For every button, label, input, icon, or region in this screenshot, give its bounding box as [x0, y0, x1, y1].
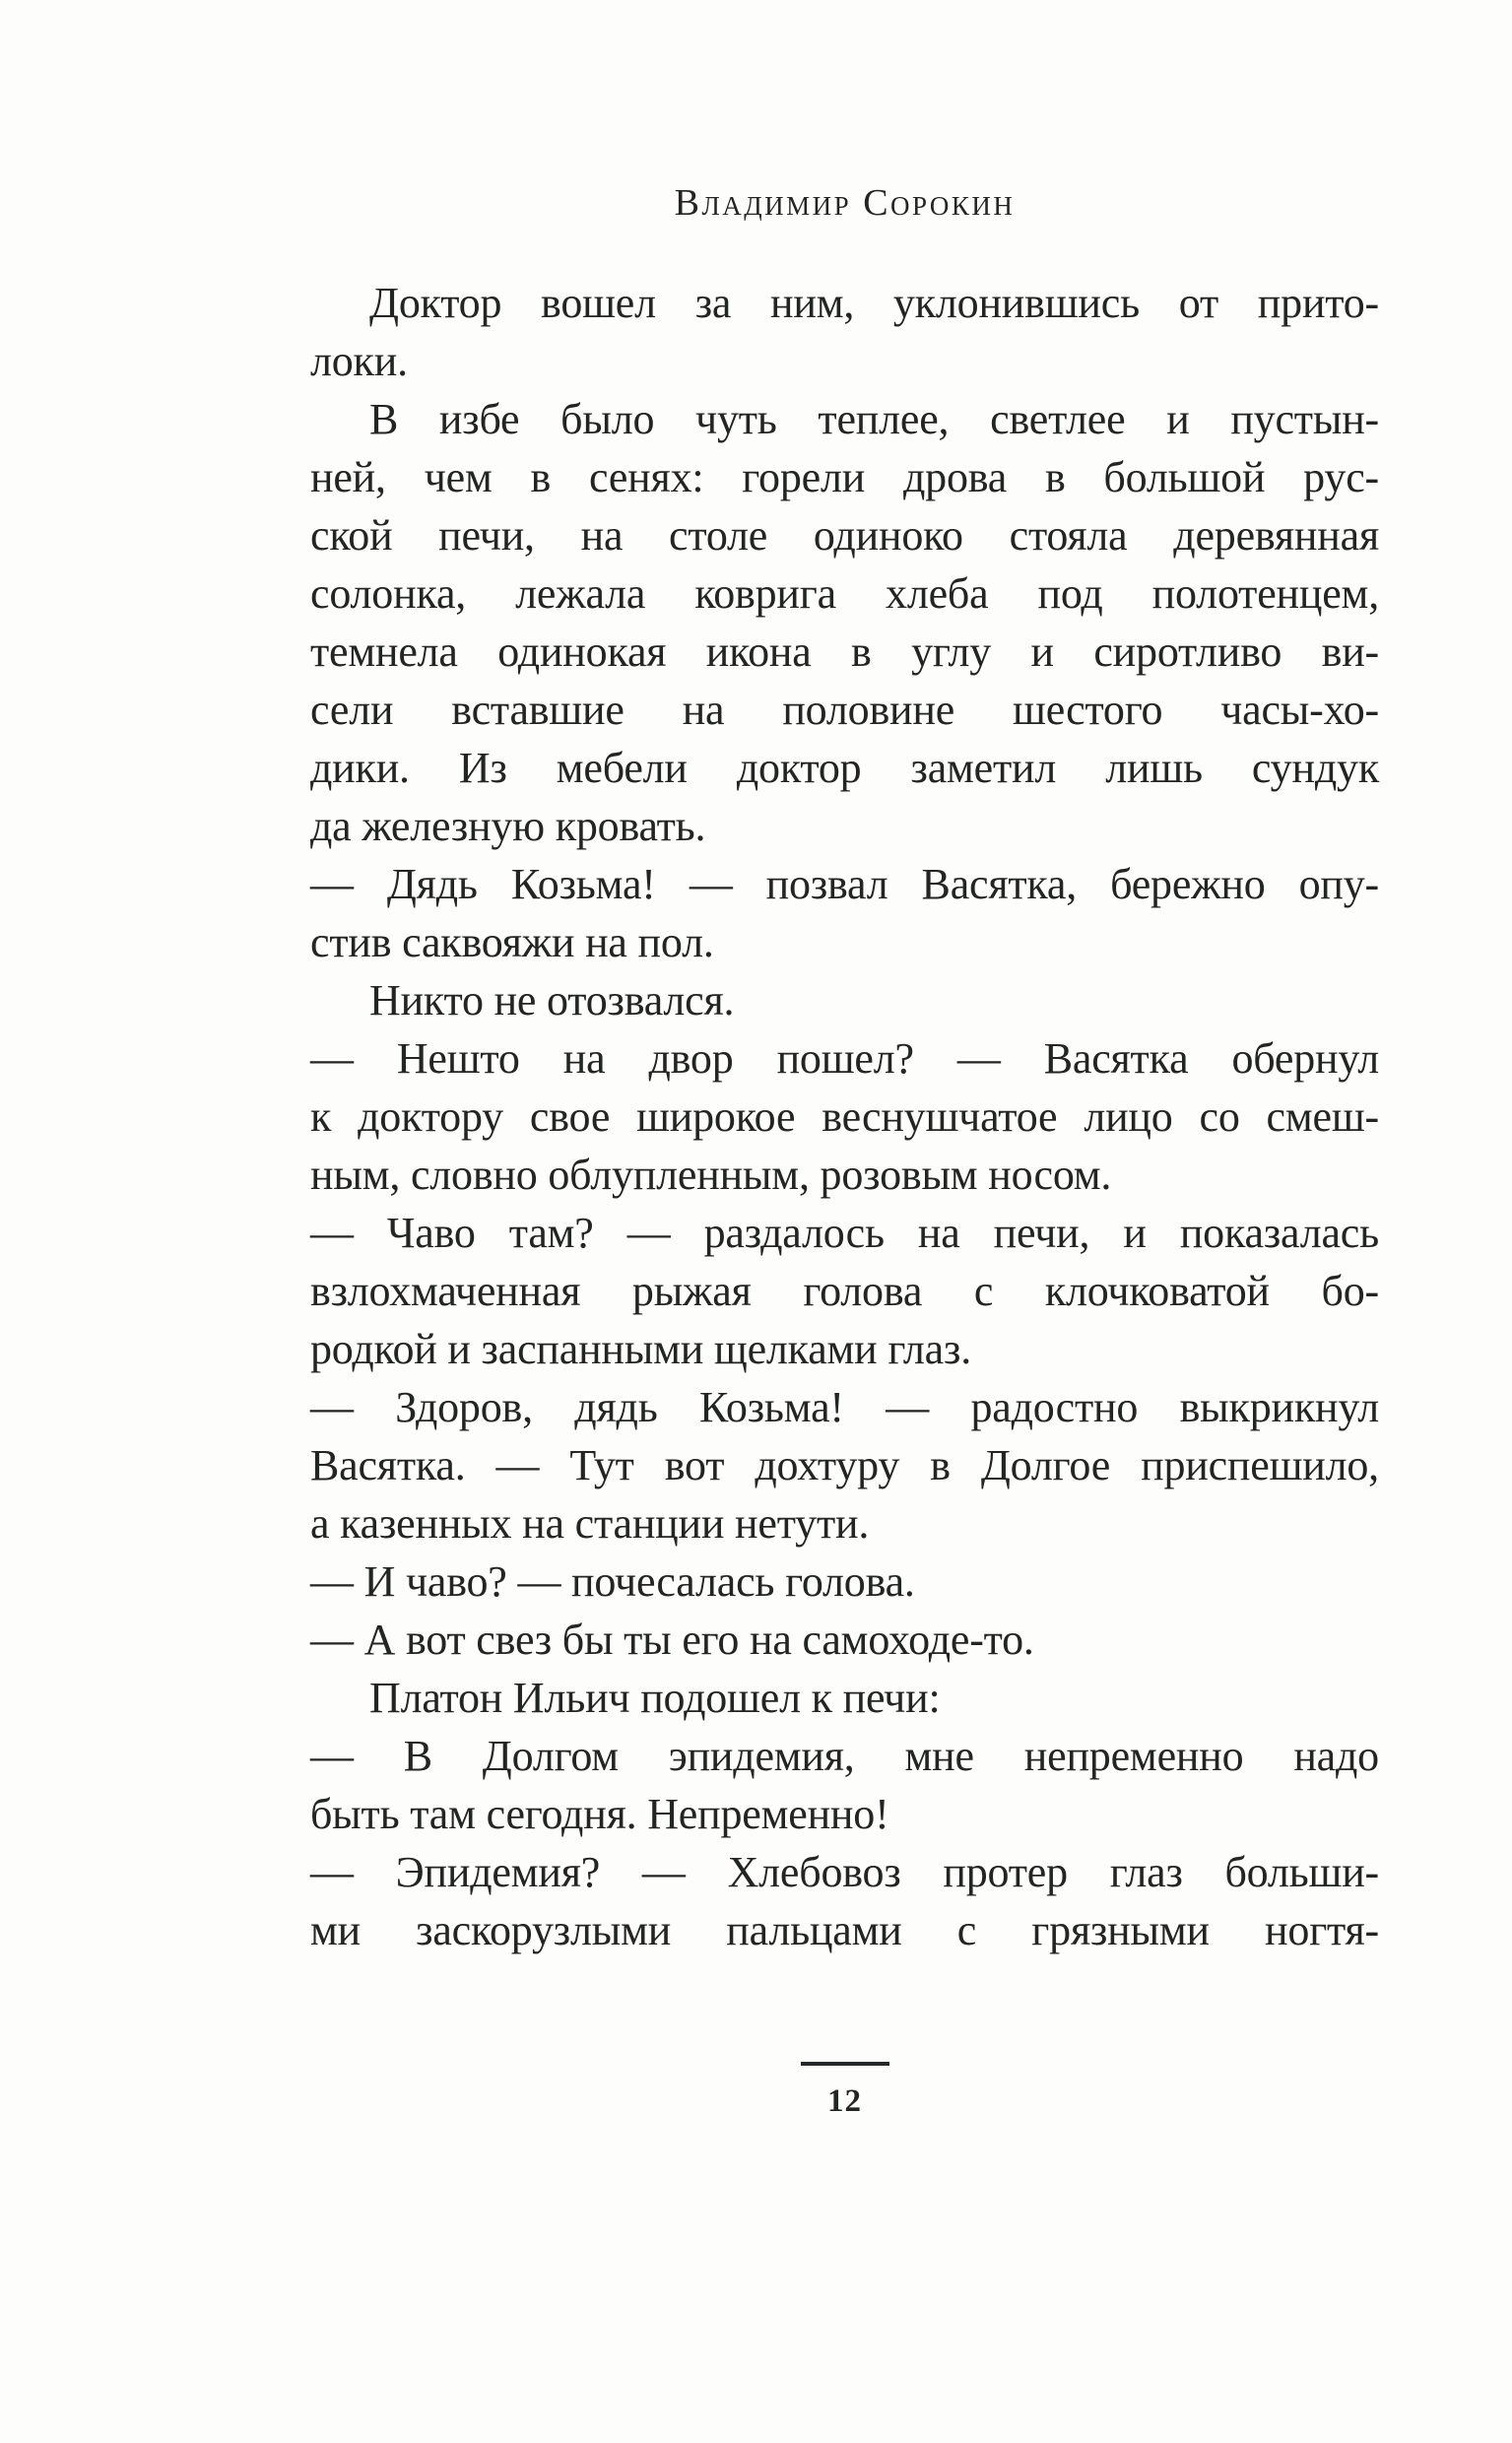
text-line: Васятка. — Тут вот дохтуру в Долгое приспешило, [310, 1441, 1379, 1489]
text-line: локи. [310, 337, 408, 385]
running-head-author: Владимир Сорокин [674, 182, 1016, 224]
text-line: — И чаво? — почесалась голова. [310, 1557, 915, 1606]
text-line: Никто не отозвался. [369, 976, 735, 1024]
text-line: к доктору свое широкое веснушчатое лицо со смеш- [310, 1092, 1379, 1141]
text-line: быть там сегодня. Непременно! [310, 1790, 889, 1838]
text-line: сели вставшие на половине шестого часы-хо- [310, 686, 1379, 734]
text-line: темнела одинокая икона в углу и сиротливо ви- [310, 627, 1379, 676]
text-line: — А вот свез бы ты его на самоходе-то. [310, 1616, 1034, 1664]
text-line: дики. Из мебели доктор заметил лишь сундук [310, 744, 1379, 792]
text-line: ным, словно облупленным, розовым носом. [310, 1151, 1112, 1199]
text-line: ней, чем в сенях: горели дрова в большой рус- [310, 453, 1379, 501]
text-line: ми заскорузлыми пальцами с грязными ногтя- [310, 1906, 1379, 1954]
text-line: — Здоров, дядь Козьма! — радостно выкрикнул [310, 1383, 1379, 1431]
text-block [310, 274, 1379, 1959]
text-line: — Эпидемия? — Хлебовоз протер глаз больши- [310, 1848, 1379, 1896]
page-number: 12 [827, 2083, 862, 2119]
text-line: — Дядь Козьма! — позвал Васятка, бережно опу- [310, 860, 1379, 908]
text-line: В избе было чуть теплее, светлее и пустын- [369, 395, 1379, 443]
text-line: Доктор вошел за ним, уклонившись от прито- [369, 279, 1379, 327]
text-line: — Чаво там? — раздалось на печи, и показалась [310, 1209, 1379, 1257]
text-line: родкой и заспанными щелками глаз. [310, 1325, 971, 1373]
footer-divider [801, 2062, 889, 2066]
text-line: — В Долгом эпидемия, мне непременно надо [310, 1732, 1379, 1780]
text-line: Платон Ильич подошел к печи: [369, 1674, 941, 1722]
text-line: солонка, лежала коврига хлеба под полотенцем, [310, 569, 1379, 618]
text-line: а казенных на станции нетути. [310, 1499, 870, 1548]
text-line: да железную кровать. [310, 802, 706, 850]
text-line: стив саквояжи на пол. [310, 918, 714, 966]
text-line: — Нешто на двор пошел? — Васятка обернул [310, 1034, 1379, 1083]
text-line: ской печи, на столе одиноко стояла деревянная [310, 511, 1379, 560]
text-line: взлохмаченная рыжая голова с клочковатой бо- [310, 1267, 1379, 1315]
